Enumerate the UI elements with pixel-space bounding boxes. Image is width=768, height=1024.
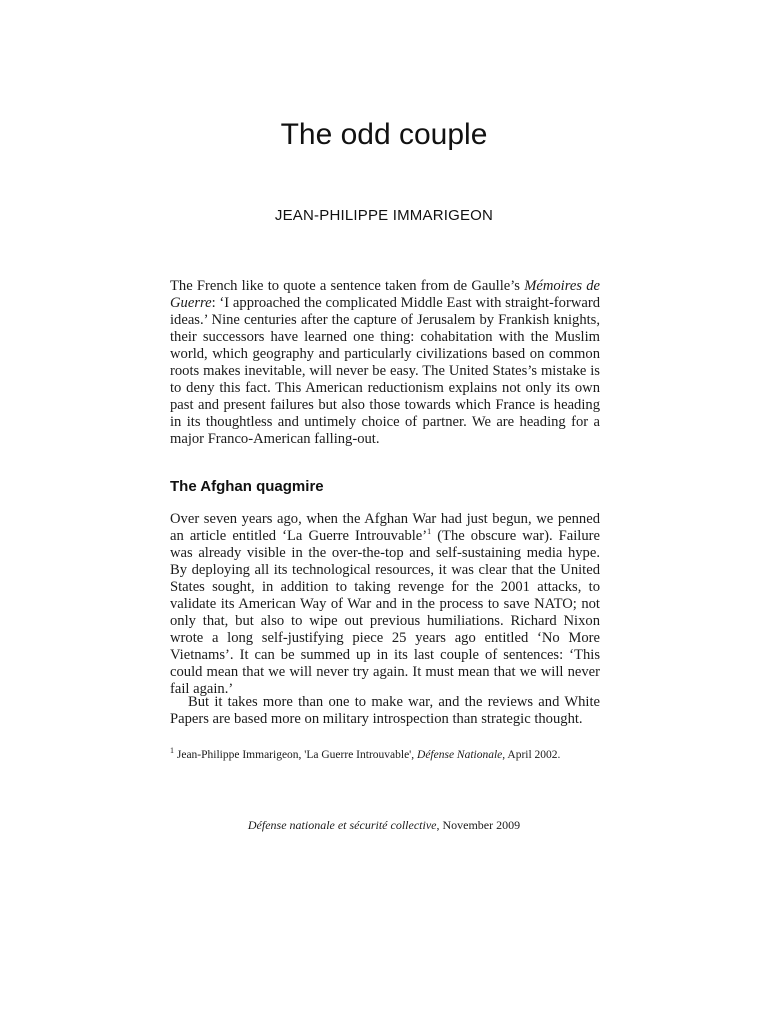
intro-text-part1: The French like to quote a sentence taken from de Gaulle’s <box>170 278 525 294</box>
section-paragraph-2: But it takes more than one to make war, and the reviews and White Papers are based more on military introspection than strategic thought. <box>170 694 600 727</box>
section-p1-part1: Over seven years ago, when the Afghan War had just begun, we penned an article entitled ‘La Guerre Introuvable’ <box>170 511 600 544</box>
footnote-text-part2: , April 2002. <box>502 749 561 761</box>
section-paragraph-1 <box>170 511 600 698</box>
intro-book-title: Mémoires de Guerre <box>170 278 600 311</box>
page-footer <box>0 818 768 833</box>
article-title: The odd couple <box>280 118 488 151</box>
intro-text-part2: : ‘I approached the complicated Middle East with straight-forward ideas.’ Nine centuries after the capture of Jerusalem by Frankish knights, their successors have learned one thing: cohabitation with the Muslim world, which geography and particularly civilizations based on common roots makes inevitable, will never be easy. The United States’s mistake is to deny this fact. This American reductionism explains not only its own past and present failures but also those towards which France is heading in its thoughtless and untimely choice of partner. We are heading for a major Franco-American falling-out. <box>170 295 600 447</box>
section-p1-part2: (The obscure war). Failure was already visible in the over-the-top and self-sustaining media hype. By deploying all its technological resources, it was clear that the United States sought, in addition to taking revenge for the 2001 attacks, to validate its American Way of War and in the process to save NATO; not only that, but also to wipe out previous humiliations. Richard Nixon wrote a long self-justifying piece 25 years ago entitled ‘No More Vietnams’. It can be summed up in its last couple of sentences: ‘This could mean that we will never try again. It must mean that we will never fail again.’ <box>170 528 600 697</box>
section-heading: The Afghan quagmire <box>170 478 324 495</box>
footnote-reference[interactable]: 1 <box>427 527 432 537</box>
footnote-publication: Défense Nationale <box>417 749 503 761</box>
footnote-number: 1 <box>170 746 174 756</box>
article-author: JEAN-PHILIPPE IMMARIGEON <box>274 207 494 224</box>
footer-journal: Défense nationale et sécurité collective <box>247 818 437 832</box>
intro-paragraph <box>170 278 600 448</box>
footnote <box>170 748 600 762</box>
footer-date: , November 2009 <box>436 818 521 832</box>
footnote-text-part1: Jean-Philippe Immarigeon, 'La Guerre Introuvable', <box>174 749 418 761</box>
